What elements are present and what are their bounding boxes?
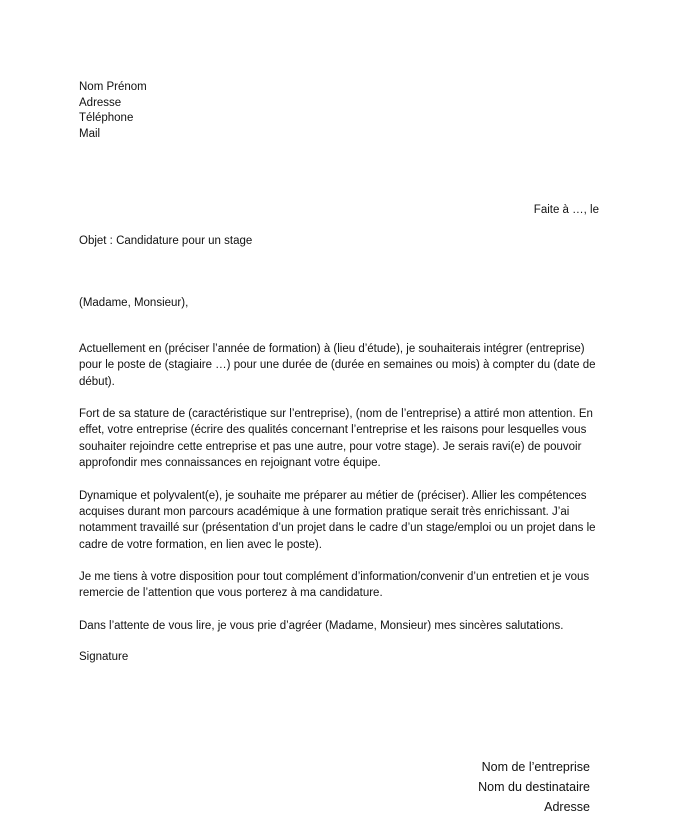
recipient-name: Nom du destinataire — [478, 780, 590, 794]
letter-body — [79, 341, 604, 651]
signature: Signature — [79, 651, 129, 663]
paragraph-availability: Je me tiens à votre disposition pour tout complément d’information/convenir d’un entretien et je vous remercie de l’attention que vous porterez à ma candidature. — [79, 571, 590, 600]
paragraph-company: Fort de sa stature de (caractéristique sur l’entreprise), (nom de l’entreprise) a attiré mon attention. En effet, votre entreprise (écrire des qualités concernant l’entreprise et les raisons pour lesquelles vous souhaiter rejoindre cette entreprise et pas une autre, pour votre stage). Je serais ravi(e) de pouvoir approfondir mes connaissances en rejoignant votre équipe. — [79, 408, 593, 470]
salutation: (Madame, Monsieur), — [79, 297, 189, 309]
sender-phone: Téléphone — [79, 112, 134, 124]
recipient-block — [478, 757, 590, 817]
sender-address: Adresse — [79, 96, 122, 109]
sender-mail: Mail — [79, 127, 101, 140]
sender-name: Nom Prénom — [79, 81, 147, 93]
paragraph-closing: Dans l’attente de vous lire, je vous prie d’agréer (Madame, Monsieur) mes sincères salutations. — [79, 620, 564, 633]
subject-line: Objet : Candidature pour un stage — [79, 235, 253, 247]
date-line: Faite à …, le — [533, 204, 599, 216]
paragraph-intro: Actuellement en (préciser l’année de formation) à (lieu d’étude), je souhaiterais intégrer (entreprise) pour le poste de (stagiaire …) pour une durée de (durée en semaines ou mois) à compter du (date de début). — [79, 343, 596, 388]
recipient-address: Adresse — [544, 800, 590, 814]
paragraph-profile: Dynamique et polyvalent(e), je souhaite me préparer au métier de (préciser). Allier les compétences acquises durant mon parcours académique à une formation pratique serait très enrichissant. J’ai notamment travaillé sur (présentation d’un projet dans le cadre d’un stage/emploi ou un projet dans le cadre de votre formation, en lien avec le poste). — [79, 489, 596, 551]
sender-block — [79, 80, 147, 142]
recipient-company: Nom de l’entreprise — [481, 760, 590, 774]
